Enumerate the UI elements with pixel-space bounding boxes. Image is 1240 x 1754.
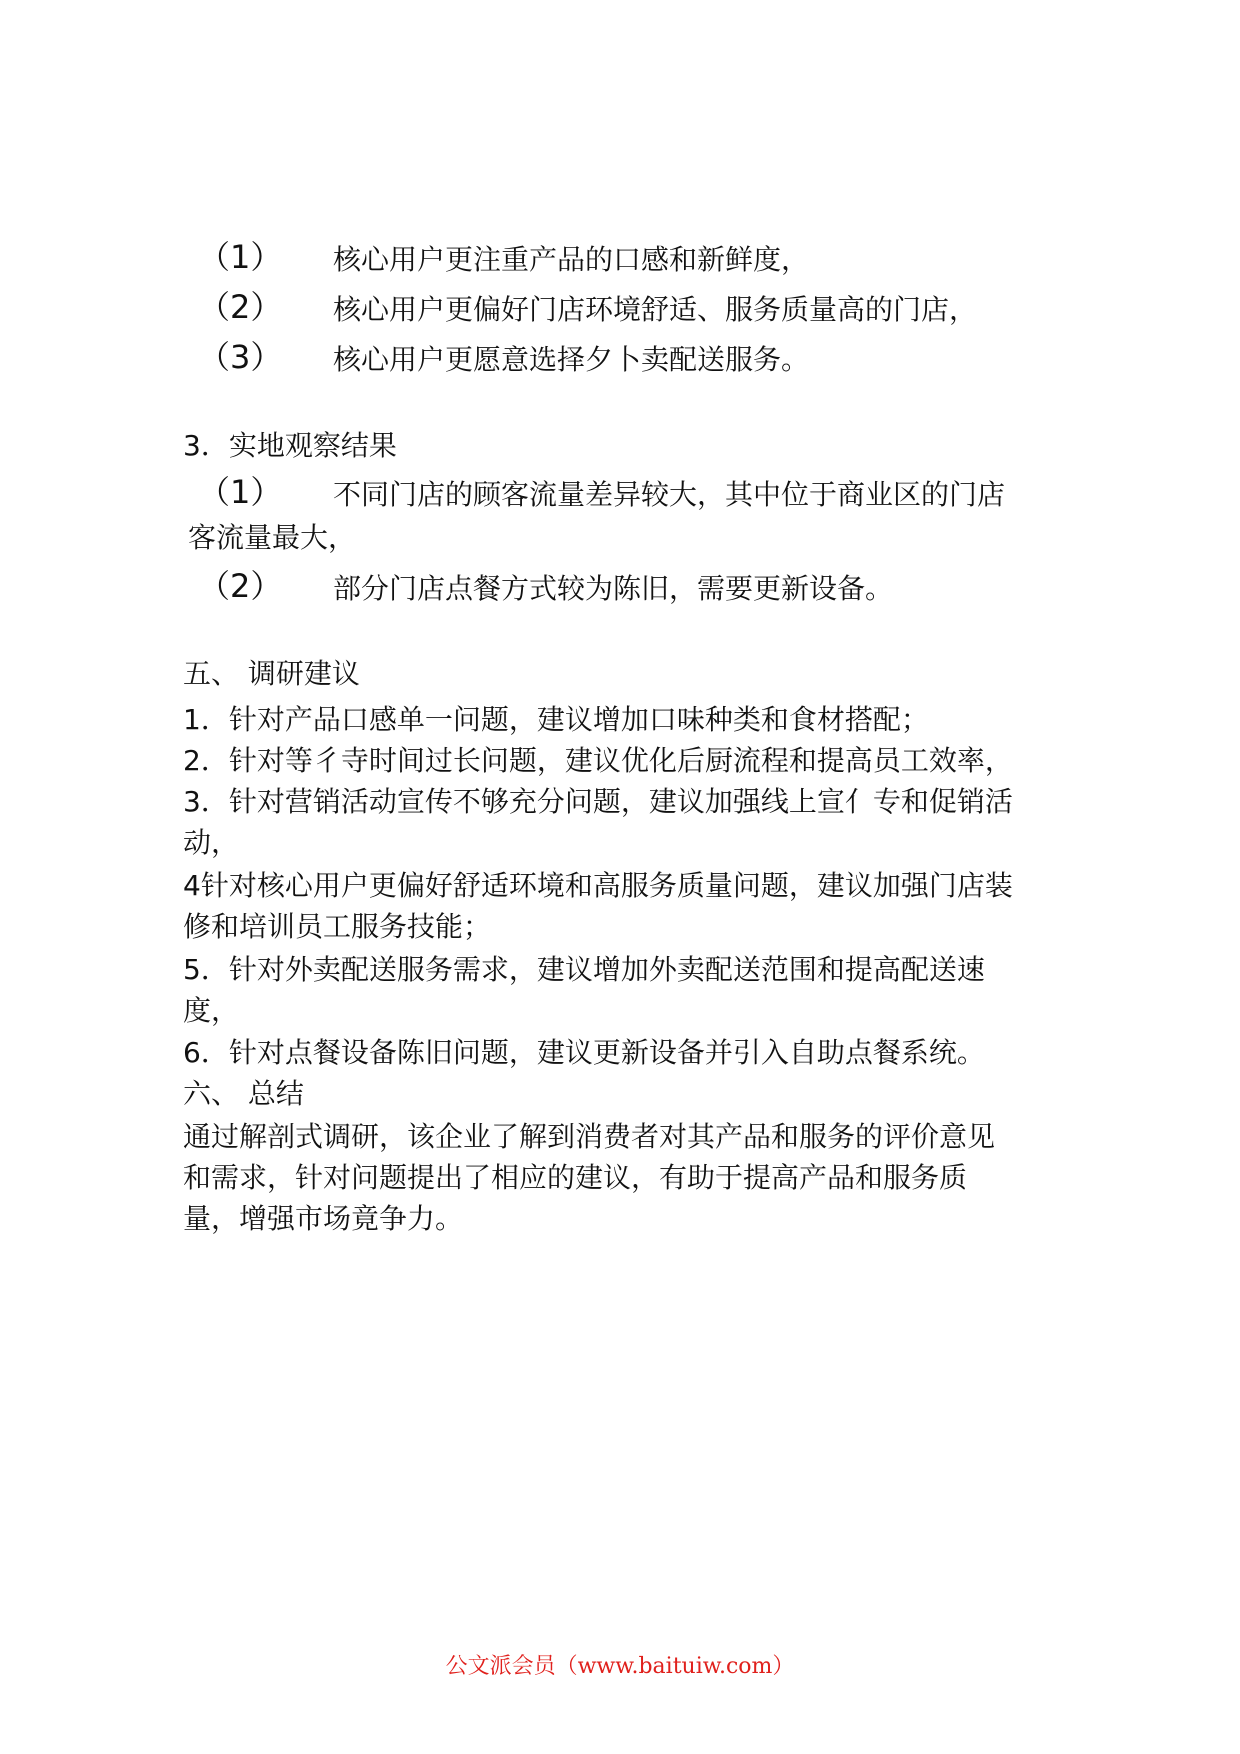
observation-item-2-text: 部分门店点餐方式较为陈旧，需要更新设备。 [333,572,894,605]
observation-item-2-number: （2） [198,567,283,605]
field-observation-heading: 3．实地观察结果 [183,429,397,462]
recommendation-line: 修和培训员工服务技能； [183,910,492,943]
core-user-item-2-number: （2） [198,288,283,326]
core-user-item-1-text: 核心用户更注重产品的口感和新鲜度， [333,243,810,276]
summary-line: 和需求，针对问题提出了相应的建议，有助于提高产品和服务质 [183,1161,968,1194]
recommendation-line: 2．针对等彳寺时间过长问题，建议优化后厨流程和提高员工效率， [183,744,1013,777]
core-user-item-1-number: （1） [198,238,283,276]
observation-item-1-number: （1） [198,473,283,511]
core-user-item-3-number: （3） [198,338,283,376]
recommendation-line: 3．针对营销活动宣传不够充分问题，建议加强线上宣亻专和促销活 [183,785,1013,818]
summary-line: 通过解剖式调研，该企业了解到消费者对其产品和服务的评价意见 [183,1120,996,1153]
section5-heading: 五、 调研建议 [183,657,360,690]
recommendation-line: 1．针对产品口感单一问题，建议增加口味种类和食材搭配； [183,703,929,736]
summary-line: 量，增强市场竟争力。 [183,1202,464,1235]
recommendation-line: 5．针对外卖配送服务需求，建议增加外卖配送范围和提高配送速 [183,953,985,986]
footer-watermark: 公文派会员（www.baituiw.com） [445,1654,795,1679]
core-user-item-3-text: 核心用户更愿意选择夕卜卖配送服务。 [333,343,810,376]
core-user-item-2-text: 核心用户更偏好门店环境舒适、服务质量高的门店， [333,293,978,326]
recommendation-line: 6．针对点餐设备陈旧问题，建议更新设备并引入自助点餐系统。 [183,1036,985,1069]
observation-item-1-text: 不同门店的顾客流量差异较大，其中位于商业区的门店 [333,478,1006,511]
recommendation-line: 度， [183,994,240,1027]
observation-item-1-continuation: 客流量最大， [188,521,357,554]
section6-heading: 六、 总结 [183,1077,304,1110]
recommendation-line: 4针对核心用户更偏好舒适环境和高服务质量问题，建议加强门店装 [183,869,1013,902]
recommendation-line: 动， [183,826,240,859]
